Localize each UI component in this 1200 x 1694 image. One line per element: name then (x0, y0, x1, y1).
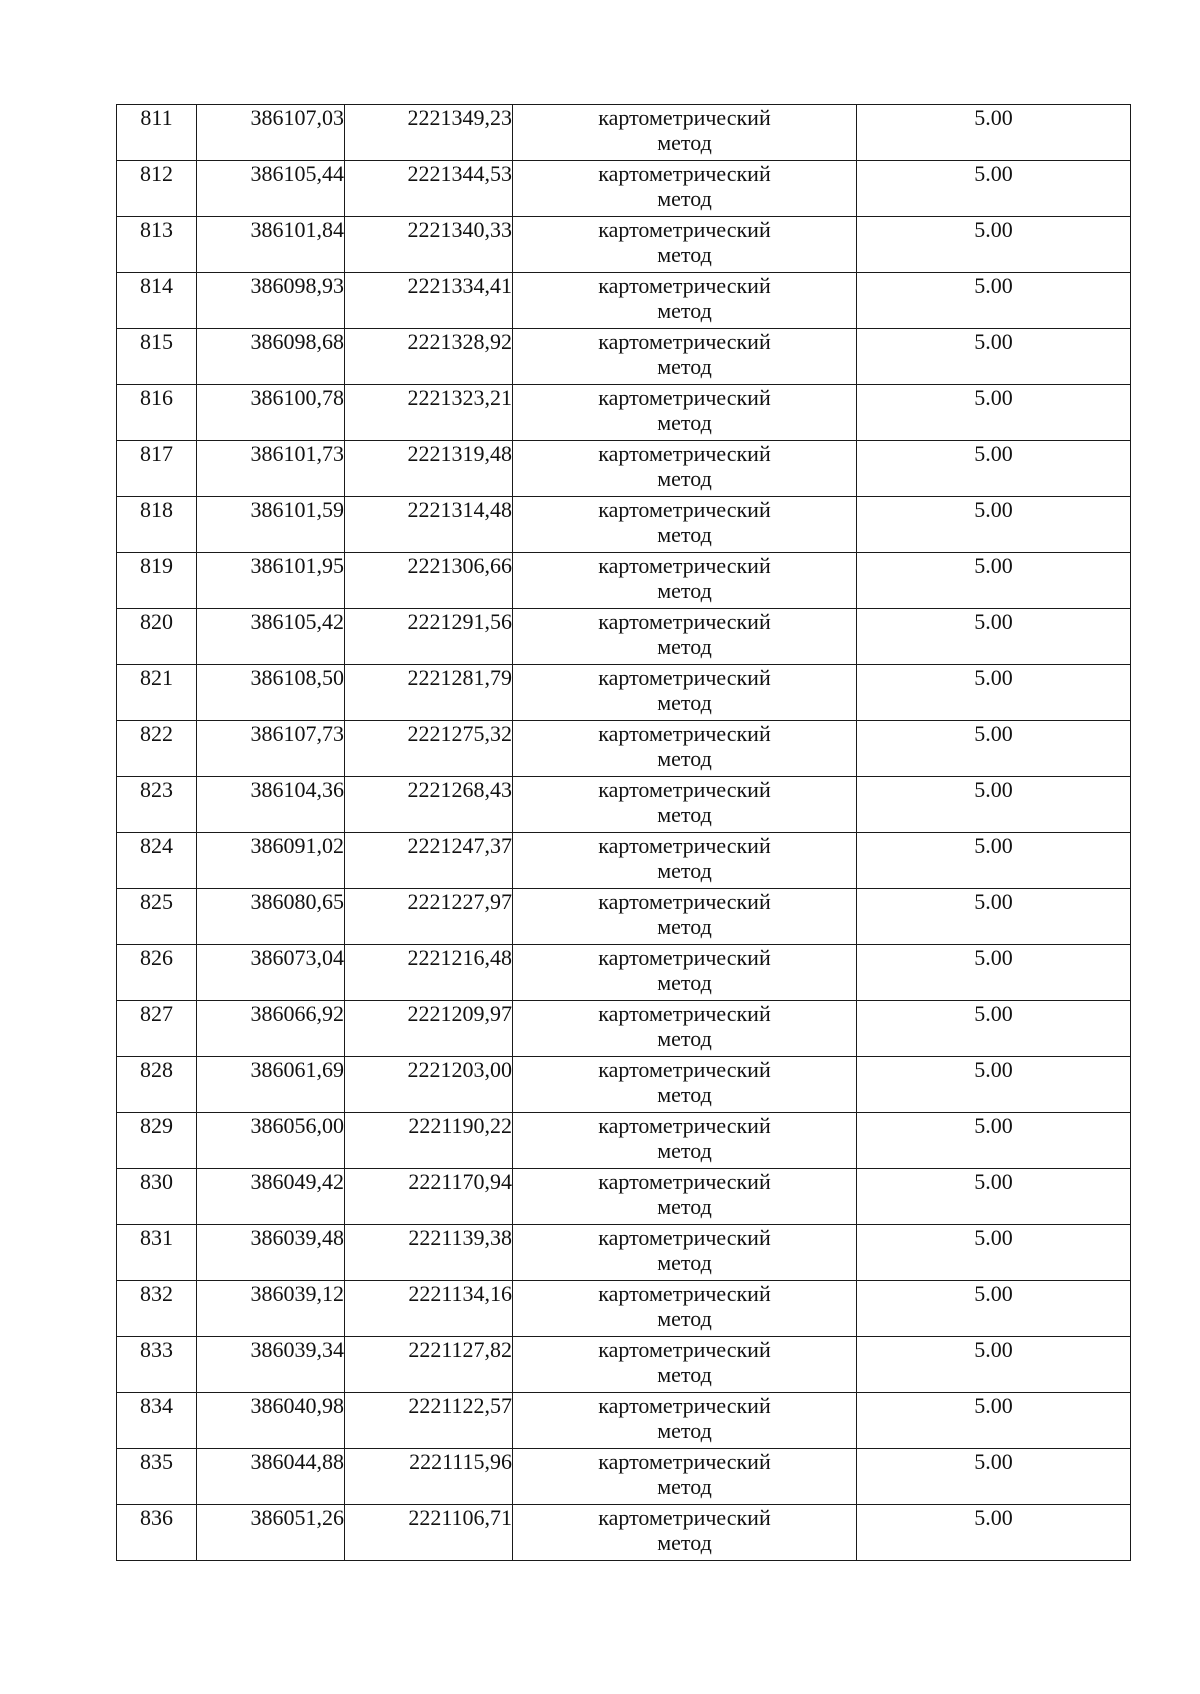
x-coordinate-cell: 386104,36 (197, 777, 345, 833)
x-coordinate-cell: 386101,95 (197, 553, 345, 609)
y-coordinate-cell: 2221247,37 (345, 833, 513, 889)
accuracy-cell: 5.00 (857, 273, 1131, 329)
x-coordinate-cell: 386073,04 (197, 945, 345, 1001)
method-cell (513, 105, 857, 161)
y-coordinate-cell: 2221323,21 (345, 385, 513, 441)
method-cell (513, 273, 857, 329)
y-coordinate-cell: 2221134,16 (345, 1281, 513, 1337)
x-coordinate-cell: 386100,78 (197, 385, 345, 441)
x-coordinate-cell: 386044,88 (197, 1449, 345, 1505)
y-coordinate-cell: 2221275,32 (345, 721, 513, 777)
table-row (117, 777, 1131, 833)
method-cell (513, 1337, 857, 1393)
method-line-2: метод (657, 746, 712, 771)
x-coordinate-cell: 386105,44 (197, 161, 345, 217)
accuracy-cell: 5.00 (857, 945, 1131, 1001)
x-coordinate-cell: 386066,92 (197, 1001, 345, 1057)
method-line-2: метод (657, 298, 712, 323)
method-line-1: картометрический (598, 441, 771, 466)
method-cell (513, 889, 857, 945)
method-line-2: метод (657, 578, 712, 603)
x-coordinate-cell: 386051,26 (197, 1505, 345, 1561)
point-number-cell: 811 (117, 105, 197, 161)
y-coordinate-cell: 2221340,33 (345, 217, 513, 273)
point-number-cell: 834 (117, 1393, 197, 1449)
y-coordinate-cell: 2221314,48 (345, 497, 513, 553)
point-number-cell: 823 (117, 777, 197, 833)
y-coordinate-cell: 2221115,96 (345, 1449, 513, 1505)
point-number-cell: 831 (117, 1225, 197, 1281)
method-line-2: метод (657, 1362, 712, 1387)
x-coordinate-cell: 386080,65 (197, 889, 345, 945)
method-cell (513, 1449, 857, 1505)
x-coordinate-cell: 386101,59 (197, 497, 345, 553)
point-number-cell: 819 (117, 553, 197, 609)
method-line-1: картометрический (598, 1225, 771, 1250)
method-line-2: метод (657, 1194, 712, 1219)
method-line-1: картометрический (598, 609, 771, 634)
y-coordinate-cell: 2221122,57 (345, 1393, 513, 1449)
point-number-cell: 828 (117, 1057, 197, 1113)
method-cell (513, 945, 857, 1001)
point-number-cell: 833 (117, 1337, 197, 1393)
table-row (117, 665, 1131, 721)
method-line-2: метод (657, 690, 712, 715)
point-number-cell: 824 (117, 833, 197, 889)
table-row (117, 273, 1131, 329)
method-line-1: картометрический (598, 1449, 771, 1474)
point-number-cell: 821 (117, 665, 197, 721)
method-line-2: метод (657, 522, 712, 547)
point-number-cell: 816 (117, 385, 197, 441)
accuracy-cell: 5.00 (857, 721, 1131, 777)
point-number-cell: 832 (117, 1281, 197, 1337)
method-line-1: картометрический (598, 1393, 771, 1418)
method-cell (513, 665, 857, 721)
table-row (117, 889, 1131, 945)
method-line-1: картометрический (598, 777, 771, 802)
table-row (117, 1337, 1131, 1393)
x-coordinate-cell: 386098,93 (197, 273, 345, 329)
method-cell (513, 1225, 857, 1281)
coordinates-table (116, 104, 1131, 1561)
point-number-cell: 812 (117, 161, 197, 217)
method-line-2: метод (657, 802, 712, 827)
x-coordinate-cell: 386107,73 (197, 721, 345, 777)
x-coordinate-cell: 386101,84 (197, 217, 345, 273)
table-row (117, 1393, 1131, 1449)
method-cell (513, 777, 857, 833)
method-line-2: метод (657, 970, 712, 995)
table-row (117, 105, 1131, 161)
point-number-cell: 817 (117, 441, 197, 497)
method-cell (513, 1169, 857, 1225)
x-coordinate-cell: 386108,50 (197, 665, 345, 721)
accuracy-cell: 5.00 (857, 1169, 1131, 1225)
accuracy-cell: 5.00 (857, 1449, 1131, 1505)
point-number-cell: 814 (117, 273, 197, 329)
point-number-cell: 826 (117, 945, 197, 1001)
accuracy-cell: 5.00 (857, 441, 1131, 497)
method-line-1: картометрический (598, 329, 771, 354)
method-cell (513, 1057, 857, 1113)
y-coordinate-cell: 2221349,23 (345, 105, 513, 161)
table-row (117, 161, 1131, 217)
method-line-1: картометрический (598, 665, 771, 690)
accuracy-cell: 5.00 (857, 161, 1131, 217)
y-coordinate-cell: 2221139,38 (345, 1225, 513, 1281)
accuracy-cell: 5.00 (857, 1113, 1131, 1169)
table-row (117, 385, 1131, 441)
table-row (117, 609, 1131, 665)
point-number-cell: 815 (117, 329, 197, 385)
x-coordinate-cell: 386039,48 (197, 1225, 345, 1281)
y-coordinate-cell: 2221268,43 (345, 777, 513, 833)
method-line-1: картометрический (598, 1281, 771, 1306)
point-number-cell: 835 (117, 1449, 197, 1505)
accuracy-cell: 5.00 (857, 609, 1131, 665)
method-line-1: картометрический (598, 1169, 771, 1194)
method-line-1: картометрический (598, 105, 771, 130)
accuracy-cell: 5.00 (857, 833, 1131, 889)
method-line-2: метод (657, 1138, 712, 1163)
method-line-2: метод (657, 1082, 712, 1107)
table-row (117, 497, 1131, 553)
method-line-1: картометрический (598, 833, 771, 858)
x-coordinate-cell: 386061,69 (197, 1057, 345, 1113)
method-line-2: метод (657, 1306, 712, 1331)
method-line-1: картометрический (598, 945, 771, 970)
method-line-2: метод (657, 1474, 712, 1499)
point-number-cell: 813 (117, 217, 197, 273)
method-line-1: картометрический (598, 385, 771, 410)
method-line-1: картометрический (598, 497, 771, 522)
y-coordinate-cell: 2221227,97 (345, 889, 513, 945)
method-cell (513, 497, 857, 553)
point-number-cell: 825 (117, 889, 197, 945)
table-row (117, 1001, 1131, 1057)
accuracy-cell: 5.00 (857, 497, 1131, 553)
table-row (117, 721, 1131, 777)
method-cell (513, 441, 857, 497)
accuracy-cell: 5.00 (857, 777, 1131, 833)
method-line-2: метод (657, 410, 712, 435)
method-line-1: картометрический (598, 273, 771, 298)
method-cell (513, 217, 857, 273)
point-number-cell: 830 (117, 1169, 197, 1225)
y-coordinate-cell: 2221334,41 (345, 273, 513, 329)
method-line-2: метод (657, 186, 712, 211)
table-row (117, 1505, 1131, 1561)
x-coordinate-cell: 386098,68 (197, 329, 345, 385)
coordinates-table-body (117, 105, 1131, 1561)
y-coordinate-cell: 2221190,22 (345, 1113, 513, 1169)
accuracy-cell: 5.00 (857, 1505, 1131, 1561)
point-number-cell: 829 (117, 1113, 197, 1169)
y-coordinate-cell: 2221209,97 (345, 1001, 513, 1057)
method-cell (513, 833, 857, 889)
method-cell (513, 609, 857, 665)
method-line-2: метод (657, 1530, 712, 1555)
accuracy-cell: 5.00 (857, 217, 1131, 273)
accuracy-cell: 5.00 (857, 1393, 1131, 1449)
table-row (117, 441, 1131, 497)
method-line-1: картометрический (598, 889, 771, 914)
table-row (117, 1281, 1131, 1337)
y-coordinate-cell: 2221328,92 (345, 329, 513, 385)
method-cell (513, 161, 857, 217)
y-coordinate-cell: 2221106,71 (345, 1505, 513, 1561)
point-number-cell: 836 (117, 1505, 197, 1561)
table-row (117, 1169, 1131, 1225)
accuracy-cell: 5.00 (857, 385, 1131, 441)
accuracy-cell: 5.00 (857, 1057, 1131, 1113)
accuracy-cell: 5.00 (857, 1225, 1131, 1281)
x-coordinate-cell: 386049,42 (197, 1169, 345, 1225)
table-row (117, 1449, 1131, 1505)
method-line-2: метод (657, 858, 712, 883)
accuracy-cell: 5.00 (857, 889, 1131, 945)
method-line-2: метод (657, 914, 712, 939)
y-coordinate-cell: 2221306,66 (345, 553, 513, 609)
point-number-cell: 818 (117, 497, 197, 553)
method-line-1: картометрический (598, 1001, 771, 1026)
y-coordinate-cell: 2221127,82 (345, 1337, 513, 1393)
x-coordinate-cell: 386040,98 (197, 1393, 345, 1449)
accuracy-cell: 5.00 (857, 105, 1131, 161)
y-coordinate-cell: 2221319,48 (345, 441, 513, 497)
table-row (117, 329, 1131, 385)
x-coordinate-cell: 386105,42 (197, 609, 345, 665)
method-cell (513, 385, 857, 441)
table-row (117, 1113, 1131, 1169)
method-line-2: метод (657, 466, 712, 491)
method-cell (513, 1001, 857, 1057)
method-cell (513, 1113, 857, 1169)
y-coordinate-cell: 2221203,00 (345, 1057, 513, 1113)
method-line-2: метод (657, 634, 712, 659)
table-row (117, 1057, 1131, 1113)
point-number-cell: 827 (117, 1001, 197, 1057)
method-line-1: картометрический (598, 1505, 771, 1530)
accuracy-cell: 5.00 (857, 1001, 1131, 1057)
point-number-cell: 820 (117, 609, 197, 665)
method-cell (513, 553, 857, 609)
method-line-2: метод (657, 130, 712, 155)
method-line-1: картометрический (598, 721, 771, 746)
method-cell (513, 1505, 857, 1561)
accuracy-cell: 5.00 (857, 553, 1131, 609)
method-cell (513, 721, 857, 777)
point-number-cell: 822 (117, 721, 197, 777)
y-coordinate-cell: 2221170,94 (345, 1169, 513, 1225)
method-line-1: картометрический (598, 553, 771, 578)
x-coordinate-cell: 386091,02 (197, 833, 345, 889)
method-line-2: метод (657, 242, 712, 267)
method-line-2: метод (657, 1418, 712, 1443)
method-line-1: картометрический (598, 1337, 771, 1362)
accuracy-cell: 5.00 (857, 1281, 1131, 1337)
table-row (117, 833, 1131, 889)
table-row (117, 945, 1131, 1001)
table-row (117, 217, 1131, 273)
table-row (117, 553, 1131, 609)
y-coordinate-cell: 2221291,56 (345, 609, 513, 665)
method-line-2: метод (657, 354, 712, 379)
method-cell (513, 1393, 857, 1449)
method-line-1: картометрический (598, 1057, 771, 1082)
table-row (117, 1225, 1131, 1281)
method-cell (513, 329, 857, 385)
method-line-1: картометрический (598, 1113, 771, 1138)
x-coordinate-cell: 386101,73 (197, 441, 345, 497)
accuracy-cell: 5.00 (857, 665, 1131, 721)
accuracy-cell: 5.00 (857, 1337, 1131, 1393)
y-coordinate-cell: 2221281,79 (345, 665, 513, 721)
accuracy-cell: 5.00 (857, 329, 1131, 385)
x-coordinate-cell: 386039,34 (197, 1337, 345, 1393)
y-coordinate-cell: 2221216,48 (345, 945, 513, 1001)
method-line-2: метод (657, 1026, 712, 1051)
y-coordinate-cell: 2221344,53 (345, 161, 513, 217)
method-cell (513, 1281, 857, 1337)
x-coordinate-cell: 386056,00 (197, 1113, 345, 1169)
method-line-1: картометрический (598, 217, 771, 242)
x-coordinate-cell: 386039,12 (197, 1281, 345, 1337)
method-line-2: метод (657, 1250, 712, 1275)
method-line-1: картометрический (598, 161, 771, 186)
x-coordinate-cell: 386107,03 (197, 105, 345, 161)
